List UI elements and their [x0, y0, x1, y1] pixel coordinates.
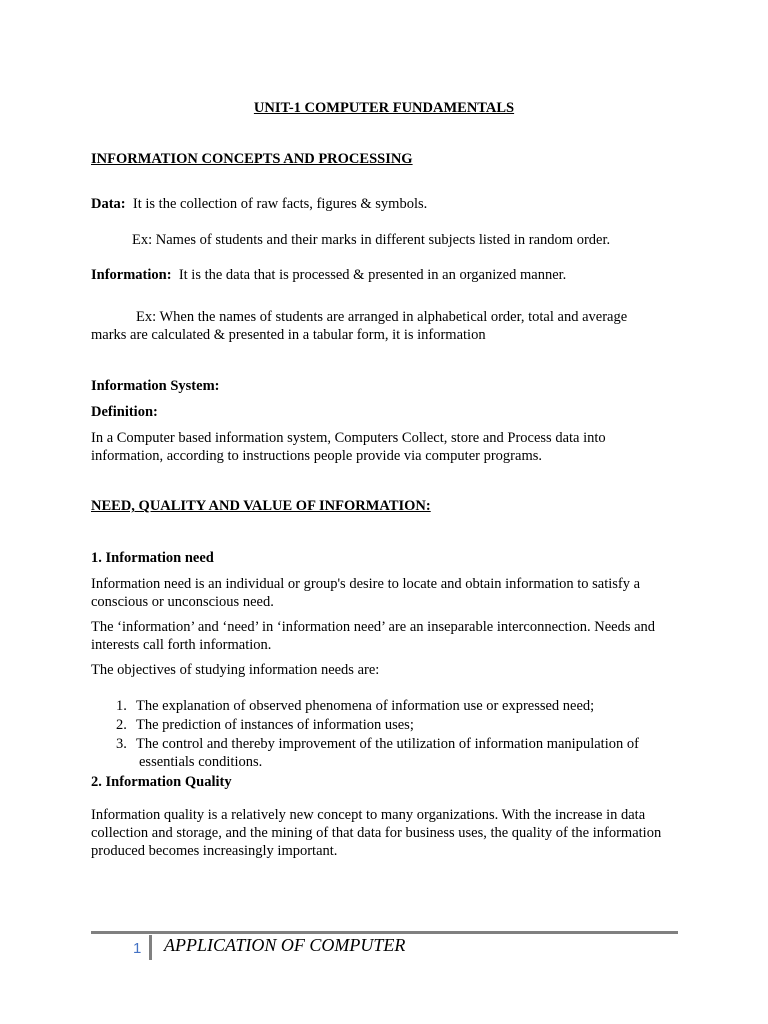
information-term: Information:: [91, 267, 172, 283]
information-example: [91, 308, 681, 344]
information-example-line1: Ex: When the names of students are arranged in alphabetical order, total and average: [136, 309, 628, 325]
list-item-text: The explanation of observed phenomena of information use or expressed need;: [136, 698, 595, 714]
information-system-heading: Information System:: [91, 378, 220, 394]
subheading-information-need: 1. Information need: [91, 550, 214, 566]
data-def-text: It is the collection of raw facts, figures & symbols.: [132, 196, 428, 212]
subheading-information-quality: 2. Information Quality: [91, 774, 232, 790]
data-example: Ex: Names of students and their marks in different subjects listed in random order.: [132, 232, 611, 248]
list-item: [91, 735, 681, 771]
data-definition: [91, 195, 681, 213]
section-heading-information-concepts: INFORMATION CONCEPTS AND PROCESSING: [91, 151, 413, 167]
list-item-number: 3.: [116, 736, 127, 752]
information-definition: [91, 266, 681, 284]
page-title: UNIT-1 COMPUTER FUNDAMENTALS: [253, 100, 515, 116]
list-item-number: 2.: [116, 717, 127, 733]
list-item: [91, 716, 681, 734]
list-item-text: The control and thereby improvement of the utilization of information manipulation of: [136, 736, 639, 752]
definition-heading: Definition:: [91, 404, 158, 420]
objectives-intro: The objectives of studying information needs are:: [91, 662, 380, 678]
definition-text: In a Computer based information system, Computers Collect, store and Process data into information, according to instructions people provide via computer programs.: [91, 430, 606, 464]
footer-vertical-divider: [149, 935, 152, 960]
footer-title: APPLICATION OF COMPUTER: [164, 935, 406, 955]
page-number: 1: [133, 940, 142, 957]
list-item: [91, 697, 681, 715]
list-item-text-continued: essentials conditions.: [139, 754, 263, 770]
list-item-number: 1.: [116, 698, 127, 714]
information-example-line2: marks are calculated & presented in a tabular form, it is information: [91, 327, 486, 343]
objectives-list: [91, 697, 681, 771]
information-def-text: It is the data that is processed & presented in an organized manner.: [178, 267, 567, 283]
footer-divider: [91, 931, 678, 934]
information-need-paragraph: Information need is an individual or group's desire to locate and obtain information to satisfy a conscious or unconscious need.: [91, 576, 641, 610]
list-item-text: The prediction of instances of information uses;: [136, 717, 414, 733]
section-heading-need-quality-value: NEED, QUALITY AND VALUE OF INFORMATION:: [91, 498, 431, 514]
information-quality-paragraph: Information quality is a relatively new concept to many organizations. With the increase in data collection and storage, and the mining of that data for business uses, the quality of the information produced becomes increasingly important.: [91, 807, 662, 859]
data-term: Data:: [91, 196, 126, 212]
information-need-interconnection-paragraph: The ‘information’ and ‘need’ in ‘information need’ are an inseparable interconnection. Needs and interests call forth information.: [91, 619, 656, 653]
